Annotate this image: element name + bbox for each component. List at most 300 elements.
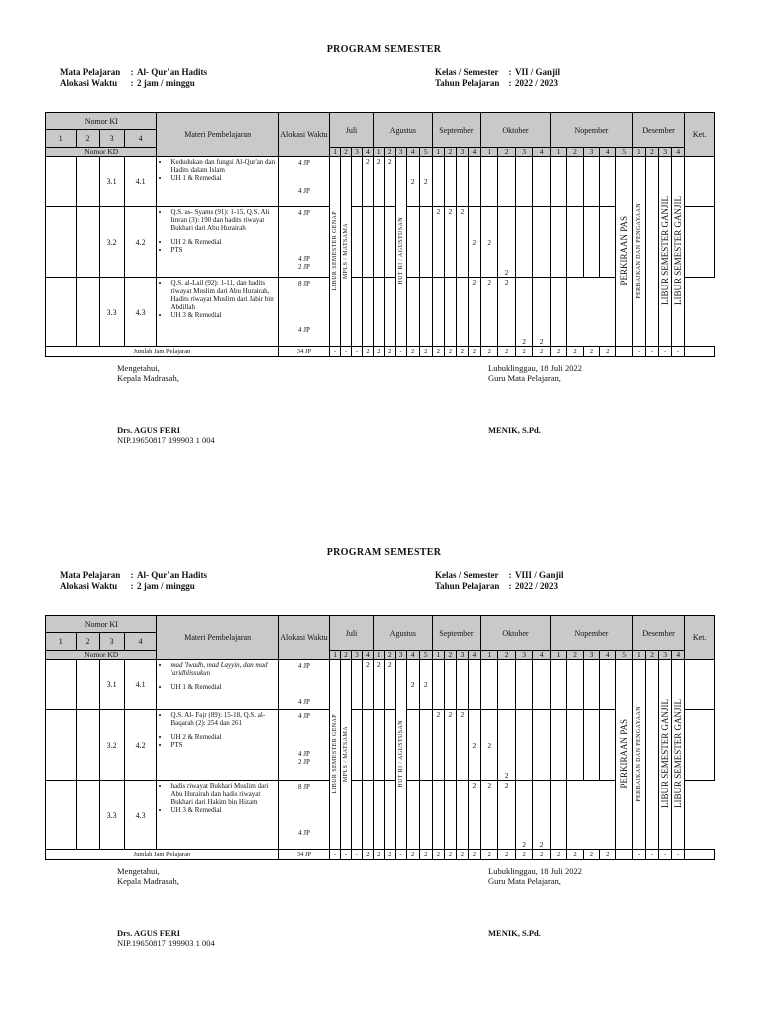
week-cell: 2 (456, 710, 468, 781)
schedule-table (45, 615, 715, 860)
libur-ganjil-cell-1 (659, 660, 672, 850)
week-cell: 2 (444, 710, 456, 781)
vlabel-libur-ganjil: LIBUR SEMESTER GANJIL (660, 195, 671, 305)
kd3-cell: 3.3 (99, 781, 124, 850)
jp-cell (278, 157, 329, 207)
total-cell: - (659, 850, 672, 860)
week-number: 5 (419, 651, 432, 660)
mpls-cell (341, 660, 352, 850)
tahun-label: Tahun Pelajaran (435, 581, 500, 591)
week-number: 3 (515, 651, 532, 660)
week-number: 4 (533, 651, 551, 660)
total-cell: 2 (567, 850, 583, 860)
libur-genap-cell (330, 660, 341, 850)
week-cell: 2 (480, 781, 497, 850)
total-cell: 2 (550, 850, 566, 860)
tahun-value: 2022 / 2023 (515, 581, 559, 591)
kelas-label: Kelas / Semester (435, 570, 499, 580)
total-cell: 2 (432, 347, 444, 357)
total-jp: 34 JP (278, 347, 329, 357)
week-cell: 2 (480, 710, 497, 781)
week-number: 3 (395, 651, 406, 660)
kd4-cell: 4.2 (124, 207, 157, 278)
meta-right (435, 67, 560, 89)
colon: : (508, 67, 512, 77)
week-number: 4 (600, 651, 616, 660)
guru-name: MENIK, S.Pd. (488, 928, 541, 938)
nomor-kd-header: Nomor KD (46, 148, 157, 157)
kelas-label: Kelas / Semester (435, 67, 499, 77)
jp-value: 4 JP (298, 187, 310, 195)
week-number: 2 (384, 148, 395, 157)
total-cell: - (632, 347, 645, 357)
week-number: 1 (550, 148, 566, 157)
kepala-text: Kepala Madrasah, (117, 373, 179, 383)
week-cell: 2 (456, 207, 468, 278)
pas-cell (616, 157, 632, 347)
page-title: PROGRAM SEMESTER (326, 44, 442, 55)
vlabel-libur-genap: LIBUR SEMESTER GENAP (332, 713, 339, 794)
total-cell: - (672, 347, 685, 357)
week-number: 1 (632, 651, 645, 660)
alokasi-value: 2 jam / minggu (137, 581, 195, 591)
total-cell: 2 (480, 850, 497, 860)
kelas-value: VII / Ganjil (515, 67, 561, 77)
kepala-name: Drs. AGUS FERI (117, 425, 181, 435)
vlabel-pas: PERKIRAAN PAS (619, 215, 630, 286)
jumlah-label: Jumlah Jam Pelajaran (46, 347, 279, 357)
total-cell: - (645, 850, 658, 860)
materi-item: • UH 2 & Remedial (170, 238, 275, 246)
week-number: 4 (468, 148, 480, 157)
alokasi-header: Alokasi Waktu (278, 113, 329, 157)
kd3-cell: 3.2 (99, 710, 124, 781)
month-nopember: Nopember (550, 616, 632, 651)
total-cell: 2 (362, 850, 373, 860)
materi-cell (157, 278, 278, 347)
week-cell: 2 (373, 660, 384, 710)
materi-item: • Kedudukan dan fungsi Al-Qur'an dan Hadits dalam Islam (170, 158, 275, 174)
alokasi-header: Alokasi Waktu (278, 616, 329, 660)
month-nopember: Nopember (550, 113, 632, 148)
materi-item: • Q.S. as- Syams (91): 1-15, Q.S. Ali Imran (3): 190 dan hadits riwayat Bukhari dari Abu Hurairah (170, 208, 275, 232)
guru-text: Guru Mata Pelajaran, (488, 876, 561, 886)
jumlah-label: Jumlah Jam Pelajaran (46, 850, 279, 860)
ki-col-4: 4 (124, 633, 157, 651)
nomor-kd-header: Nomor KD (46, 651, 157, 660)
jp-value: 4 JP (298, 662, 310, 670)
week-cell: 2 (468, 781, 480, 850)
week-number: 4 (362, 148, 373, 157)
colon: : (130, 581, 134, 591)
week-cell: 2 (480, 207, 497, 278)
libur-ganjil-cell-1 (659, 157, 672, 347)
week-number: 3 (351, 148, 362, 157)
week-number: 4 (406, 148, 419, 157)
materi-item: • UH 3 & Remedial (170, 311, 275, 319)
signature-left (117, 866, 215, 948)
meta-left (60, 67, 207, 89)
total-cell: 2 (600, 347, 616, 357)
kepala-name: Drs. AGUS FERI (117, 928, 181, 938)
month-september: September (432, 616, 480, 651)
month-desember: Desember (632, 113, 684, 148)
week-number: 2 (384, 651, 395, 660)
ket-header: Ket. (685, 616, 715, 660)
total-cell: 2 (432, 850, 444, 860)
total-cell: 2 (419, 850, 432, 860)
week-number: 3 (659, 148, 672, 157)
week-number: 2 (645, 651, 658, 660)
colon: : (508, 78, 512, 88)
total-row (46, 850, 715, 860)
week-number: 1 (330, 148, 341, 157)
vlabel-hut: HUT RI / AGUSTUSAN (397, 216, 404, 285)
total-cell: 2 (362, 347, 373, 357)
mapel-value: Al- Qur'an Hadits (137, 67, 208, 77)
total-cell: - (341, 850, 352, 860)
week-cell: 2 (498, 781, 515, 850)
place-date: Lubuklinggau, 18 Juli 2022 (488, 363, 582, 373)
kd4-cell: 4.3 (124, 278, 157, 347)
materi-cell (157, 781, 278, 850)
place-date: Lubuklinggau, 18 Juli 2022 (488, 866, 582, 876)
ki-col-1: 1 (46, 633, 77, 651)
kd3-cell: 3.3 (99, 278, 124, 347)
kepala-nip: NIP.19650817 199903 1 004 (117, 938, 215, 948)
total-cell: 2 (444, 347, 456, 357)
page-title: PROGRAM SEMESTER (326, 547, 442, 558)
week-number: 1 (373, 148, 384, 157)
week-number: 1 (432, 148, 444, 157)
program-semester-1 (0, 0, 768, 500)
vlabel-mpls: MPLS / MATSAMA (343, 222, 350, 279)
vlabel-libur-ganjil: LIBUR SEMESTER GANJIL (673, 698, 684, 808)
vlabel-remedial: PERBAIKAN DAN PENGAYAAN (635, 705, 642, 802)
total-cell: 2 (468, 850, 480, 860)
vlabel-mpls: MPLS / MATSAMA (343, 725, 350, 782)
colon: : (508, 581, 512, 591)
colon: : (130, 570, 134, 580)
mapel-value: Al- Qur'an Hadits (137, 570, 208, 580)
table-row (46, 660, 715, 710)
total-cell: 2 (533, 850, 551, 860)
total-cell: 2 (384, 347, 395, 357)
jp-cell (278, 710, 329, 781)
week-number: 4 (672, 148, 685, 157)
week-number: 2 (567, 651, 583, 660)
pas-cell (616, 660, 632, 850)
materi-header: Materi Pembelajaran (157, 616, 278, 660)
jp-cell (278, 207, 329, 278)
week-number: 2 (498, 651, 515, 660)
materi-item: • UH 1 & Remedial (170, 683, 275, 691)
materi-cell (157, 710, 278, 781)
libur-ganjil-cell-2 (672, 157, 685, 347)
week-number: 2 (645, 148, 658, 157)
month-agustus: Agustus (373, 113, 432, 148)
materi-item: • PTS (170, 741, 275, 749)
total-cell: - (672, 850, 685, 860)
week-number: 1 (432, 651, 444, 660)
colon: : (508, 570, 512, 580)
total-cell: 2 (567, 347, 583, 357)
materi-item: • UH 2 & Remedial (170, 733, 275, 741)
week-cell: 2 (432, 710, 444, 781)
ket-header: Ket. (685, 113, 715, 157)
week-number: 3 (351, 651, 362, 660)
week-cell: 2 (533, 278, 551, 347)
week-cell: 2 (480, 278, 497, 347)
kd4-cell: 4.2 (124, 710, 157, 781)
jp-cell (278, 781, 329, 850)
jp-value: 4 JP (298, 159, 310, 167)
materi-item: • mad 'Iwadh, mad Layyin, dan mad 'aridhlissukun (170, 661, 275, 677)
month-oktober: Oktober (480, 113, 550, 148)
total-cell: 2 (498, 347, 515, 357)
total-cell: - (351, 347, 362, 357)
signature-left (117, 363, 215, 445)
jp-value: 4 JP (298, 255, 310, 263)
total-cell: 2 (456, 347, 468, 357)
week-cell: 2 (384, 157, 395, 207)
total-cell: 2 (583, 850, 599, 860)
mapel-label: Mata Pelajaran (60, 570, 121, 580)
total-cell: - (659, 347, 672, 357)
vlabel-pas: PERKIRAAN PAS (619, 718, 630, 789)
materi-item: • PTS (170, 246, 275, 254)
total-cell: 2 (406, 850, 419, 860)
total-cell: 2 (515, 347, 532, 357)
total-cell: - (645, 347, 658, 357)
mpls-cell (341, 157, 352, 347)
program-semester-2 (0, 503, 768, 1003)
week-number: 5 (419, 148, 432, 157)
libur-ganjil-cell-2 (672, 660, 685, 850)
week-cell: 2 (406, 157, 419, 207)
vlabel-remedial: PERBAIKAN DAN PENGAYAAN (635, 202, 642, 299)
kd3-cell: 3.1 (99, 157, 124, 207)
week-number: 3 (456, 651, 468, 660)
week-number: 4 (533, 148, 551, 157)
month-september: September (432, 113, 480, 148)
total-cell: 2 (373, 850, 384, 860)
week-number: 3 (515, 148, 532, 157)
total-cell: 2 (384, 850, 395, 860)
jp-value: 4 JP (298, 326, 310, 334)
jp-value: 8 JP (298, 783, 310, 791)
week-cell: 2 (533, 781, 551, 850)
total-cell: 2 (480, 347, 497, 357)
week-number: 3 (395, 148, 406, 157)
materi-cell (157, 157, 278, 207)
week-cell: 2 (468, 207, 480, 278)
ki-col-1: 1 (46, 130, 77, 148)
table-row (46, 710, 715, 781)
week-number: 4 (406, 651, 419, 660)
total-cell: 2 (419, 347, 432, 357)
week-cell: 2 (373, 157, 384, 207)
week-cell: 2 (468, 710, 480, 781)
week-number: 4 (600, 148, 616, 157)
jp-cell (278, 660, 329, 710)
guru-text: Guru Mata Pelajaran, (488, 373, 561, 383)
hut-cell (395, 157, 406, 347)
jp-value: 4 JP (298, 712, 310, 720)
week-number: 1 (632, 148, 645, 157)
materi-item: • Q.S. Al- Fajr (89): 15-18, Q.S. al-Baqarah (2): 254 dan 261 (170, 711, 275, 727)
week-cell: 2 (515, 781, 532, 850)
week-number: 2 (341, 651, 352, 660)
vlabel-libur-ganjil: LIBUR SEMESTER GANJIL (660, 698, 671, 808)
table-row (46, 207, 715, 278)
week-number: 3 (583, 148, 599, 157)
table-row (46, 781, 715, 850)
kd4-cell: 4.1 (124, 660, 157, 710)
total-cell: - (395, 850, 406, 860)
vlabel-libur-genap: LIBUR SEMESTER GENAP (332, 210, 339, 291)
hut-cell (395, 660, 406, 850)
materi-item: • UH 3 & Remedial (170, 806, 275, 814)
colon: : (130, 78, 134, 88)
ki-col-3: 3 (99, 130, 124, 148)
week-cell: 2 (384, 660, 395, 710)
total-row (46, 347, 715, 357)
week-cell: 2 (498, 710, 515, 781)
week-cell: 2 (444, 207, 456, 278)
total-cell: 2 (533, 347, 551, 357)
kelas-value: VIII / Ganjil (515, 570, 564, 580)
ki-col-3: 3 (99, 633, 124, 651)
month-agustus: Agustus (373, 616, 432, 651)
total-cell: - (632, 850, 645, 860)
signature-right (488, 866, 582, 938)
mengetahui-text: Mengetahui, (117, 866, 160, 876)
week-cell: 2 (515, 278, 532, 347)
jp-value: 2 JP (298, 263, 310, 271)
total-cell: 2 (444, 850, 456, 860)
nomor-ki-header: Nomor KI (46, 113, 157, 130)
table-row (46, 278, 715, 347)
week-number: 1 (480, 651, 497, 660)
ki-col-4: 4 (124, 130, 157, 148)
week-cell: 2 (432, 207, 444, 278)
tahun-label: Tahun Pelajaran (435, 78, 500, 88)
total-cell: 2 (498, 850, 515, 860)
kd4-cell: 4.3 (124, 781, 157, 850)
mengetahui-text: Mengetahui, (117, 363, 160, 373)
jp-value: 4 JP (298, 829, 310, 837)
jp-value: 8 JP (298, 280, 310, 288)
table-row (46, 157, 715, 207)
week-number: 4 (672, 651, 685, 660)
mapel-label: Mata Pelajaran (60, 67, 121, 77)
materi-cell (157, 207, 278, 278)
total-cell: 2 (550, 347, 566, 357)
signature-right (488, 363, 582, 435)
kepala-text: Kepala Madrasah, (117, 876, 179, 886)
remedial-cell (632, 157, 645, 347)
nomor-ki-header: Nomor KI (46, 616, 157, 633)
week-number: 2 (341, 148, 352, 157)
total-cell: 2 (515, 850, 532, 860)
week-number: 1 (330, 651, 341, 660)
kd4-cell: 4.1 (124, 157, 157, 207)
total-cell: 2 (583, 347, 599, 357)
jp-value: 4 JP (298, 209, 310, 217)
week-cell: 2 (498, 207, 515, 278)
total-cell: 2 (600, 850, 616, 860)
week-cell: 2 (468, 278, 480, 347)
ki-col-2: 2 (76, 130, 99, 148)
week-number: 1 (373, 651, 384, 660)
kd3-cell: 3.1 (99, 660, 124, 710)
kepala-nip: NIP.19650817 199903 1 004 (117, 435, 215, 445)
week-number: 4 (362, 651, 373, 660)
week-number: 1 (550, 651, 566, 660)
week-number: 3 (583, 651, 599, 660)
total-cell: 2 (373, 347, 384, 357)
colon: : (130, 67, 134, 77)
materi-header: Materi Pembelajaran (157, 113, 278, 157)
materi-item: • UH 1 & Remedial (170, 174, 275, 182)
month-juli: Juli (330, 113, 374, 148)
week-number: 3 (659, 651, 672, 660)
week-number: 3 (456, 148, 468, 157)
total-cell: 2 (468, 347, 480, 357)
materi-item: • hadis riwayat Bukhari Muslim dari Abu Hurairah dan hadis riwayat Bukhari dari Hakim bin Hizam (170, 782, 275, 806)
kd3-cell: 3.2 (99, 207, 124, 278)
alokasi-label: Alokasi Waktu (60, 581, 118, 591)
total-cell: - (351, 850, 362, 860)
week-cell: 2 (406, 660, 419, 710)
tahun-value: 2022 / 2023 (515, 78, 559, 88)
alokasi-label: Alokasi Waktu (60, 78, 118, 88)
remedial-cell (632, 660, 645, 850)
week-number: 2 (444, 651, 456, 660)
total-cell: - (341, 347, 352, 357)
week-number: 5 (616, 148, 632, 157)
total-cell: 2 (406, 347, 419, 357)
month-desember: Desember (632, 616, 684, 651)
total-cell: - (395, 347, 406, 357)
meta-left (60, 570, 207, 592)
total-cell: - (330, 347, 341, 357)
total-jp: 34 JP (278, 850, 329, 860)
week-cell: 2 (362, 660, 373, 710)
week-cell: 2 (419, 157, 432, 207)
total-cell: 2 (456, 850, 468, 860)
total-cell: - (330, 850, 341, 860)
vlabel-hut: HUT RI / AGUSTUSAN (397, 719, 404, 788)
alokasi-value: 2 jam / minggu (137, 78, 195, 88)
jp-value: 4 JP (298, 698, 310, 706)
week-number: 2 (444, 148, 456, 157)
jp-value: 2 JP (298, 758, 310, 766)
materi-cell (157, 660, 278, 710)
week-cell: 2 (362, 157, 373, 207)
week-number: 5 (616, 651, 632, 660)
meta-right (435, 570, 564, 592)
libur-genap-cell (330, 157, 341, 347)
guru-name: MENIK, S.Pd. (488, 425, 541, 435)
jp-value: 4 JP (298, 750, 310, 758)
ki-col-2: 2 (76, 633, 99, 651)
week-cell: 2 (498, 278, 515, 347)
materi-item: • Q.S. al-Lail (92): 1-11, dan hadits riwayat Muslim dari Abu Hurairah, Hadits riwayat Muslim dari Jabir bin Abdillah (170, 279, 275, 311)
vlabel-libur-ganjil: LIBUR SEMESTER GANJIL (673, 195, 684, 305)
week-cell: 2 (419, 660, 432, 710)
